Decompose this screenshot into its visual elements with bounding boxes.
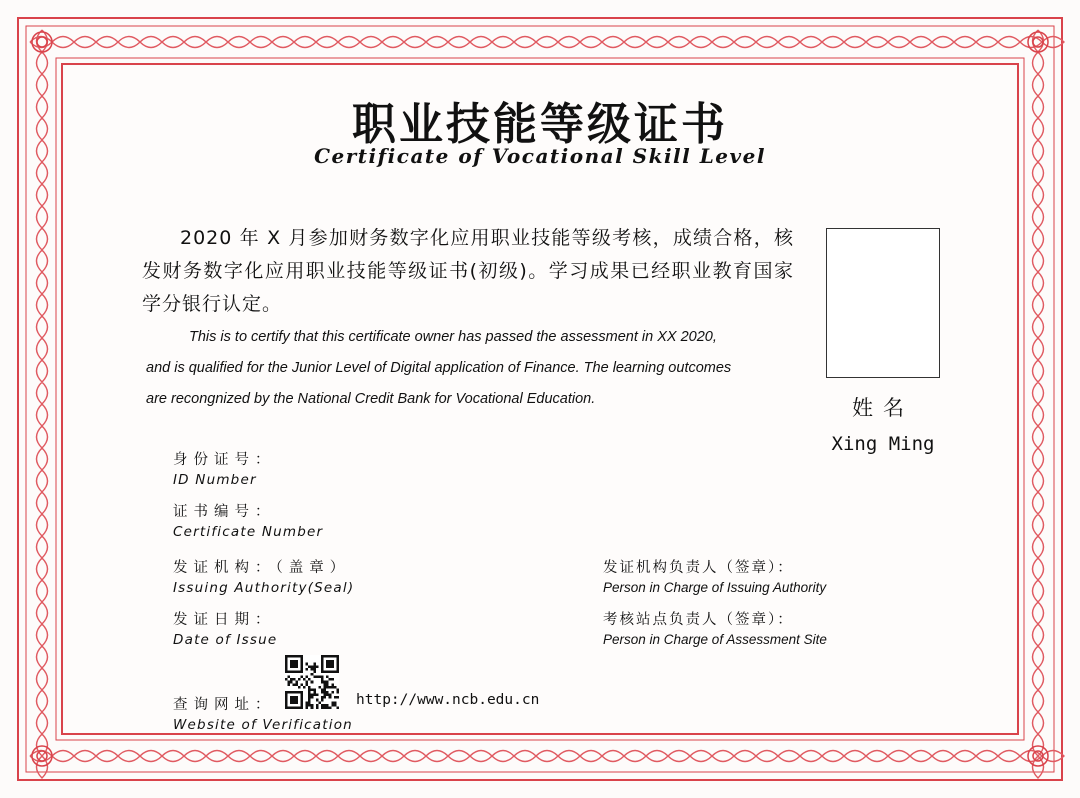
statement-en-line: are recongnized by the National Credit Bank for Vocational Education. bbox=[146, 391, 596, 407]
authority-person-label-en: Person in Charge of Issuing Authority bbox=[603, 580, 827, 595]
certificate-statement-cn: 2020 年 X 月参加财务数字化应用职业技能等级考核，成绩合格，核发财务数字化应用职业技能等级证书(初级)。学习成果已经职业教育国家学分银行认定。 bbox=[142, 227, 794, 315]
id-number-label-en: ID Number bbox=[173, 472, 257, 488]
holder-name-cn: 姓名 bbox=[852, 396, 914, 420]
issuing-authority-label-cn: 发证机构：（盖章） bbox=[173, 560, 351, 576]
statement-en-line: and is qualified for the Junior Level of Digital application of Finance. The learning outcomes bbox=[146, 360, 732, 376]
assessment-person-field bbox=[603, 610, 827, 650]
authority-person-field bbox=[603, 558, 826, 598]
statement-en-line: This is to certify that this certificate owner has passed the assessment in XX 2020, bbox=[189, 329, 717, 345]
photo-placeholder bbox=[826, 228, 940, 378]
issuing-authority-label-en: Issuing Authority(Seal) bbox=[173, 580, 355, 596]
date-of-issue-label-en: Date of Issue bbox=[173, 632, 278, 648]
id-number-field bbox=[173, 450, 276, 490]
certificate-number-field bbox=[173, 502, 323, 542]
date-of-issue-field bbox=[173, 610, 277, 650]
issuing-authority-field bbox=[173, 558, 354, 598]
holder-name-en: Xing Ming bbox=[831, 433, 935, 455]
verification-url-link[interactable]: http://www.ncb.edu.cn bbox=[356, 692, 540, 708]
certificate-title-cn: 职业技能等级证书 bbox=[352, 99, 728, 150]
date-of-issue-label-cn: 发证日期： bbox=[173, 612, 276, 628]
assessment-person-label-cn: 考核站点负责人（签章）： bbox=[603, 612, 794, 628]
certificate-number-label-cn: 证书编号： bbox=[173, 504, 276, 520]
website-label-cn: 查询网址： bbox=[173, 697, 276, 713]
id-number-label-cn: 身份证号： bbox=[173, 452, 276, 468]
certificate-statement-en bbox=[146, 322, 796, 415]
certificate-number-label-en: Certificate Number bbox=[173, 524, 324, 540]
certificate-title-en: Certificate of Vocational Skill Level bbox=[314, 144, 766, 168]
authority-person-label-cn: 发证机构负责人（签章）： bbox=[603, 560, 794, 576]
website-label-en: Website of Verification bbox=[173, 717, 353, 733]
qr-code-icon[interactable] bbox=[285, 655, 339, 709]
assessment-person-label-en: Person in Charge of Assessment Site bbox=[603, 632, 827, 647]
